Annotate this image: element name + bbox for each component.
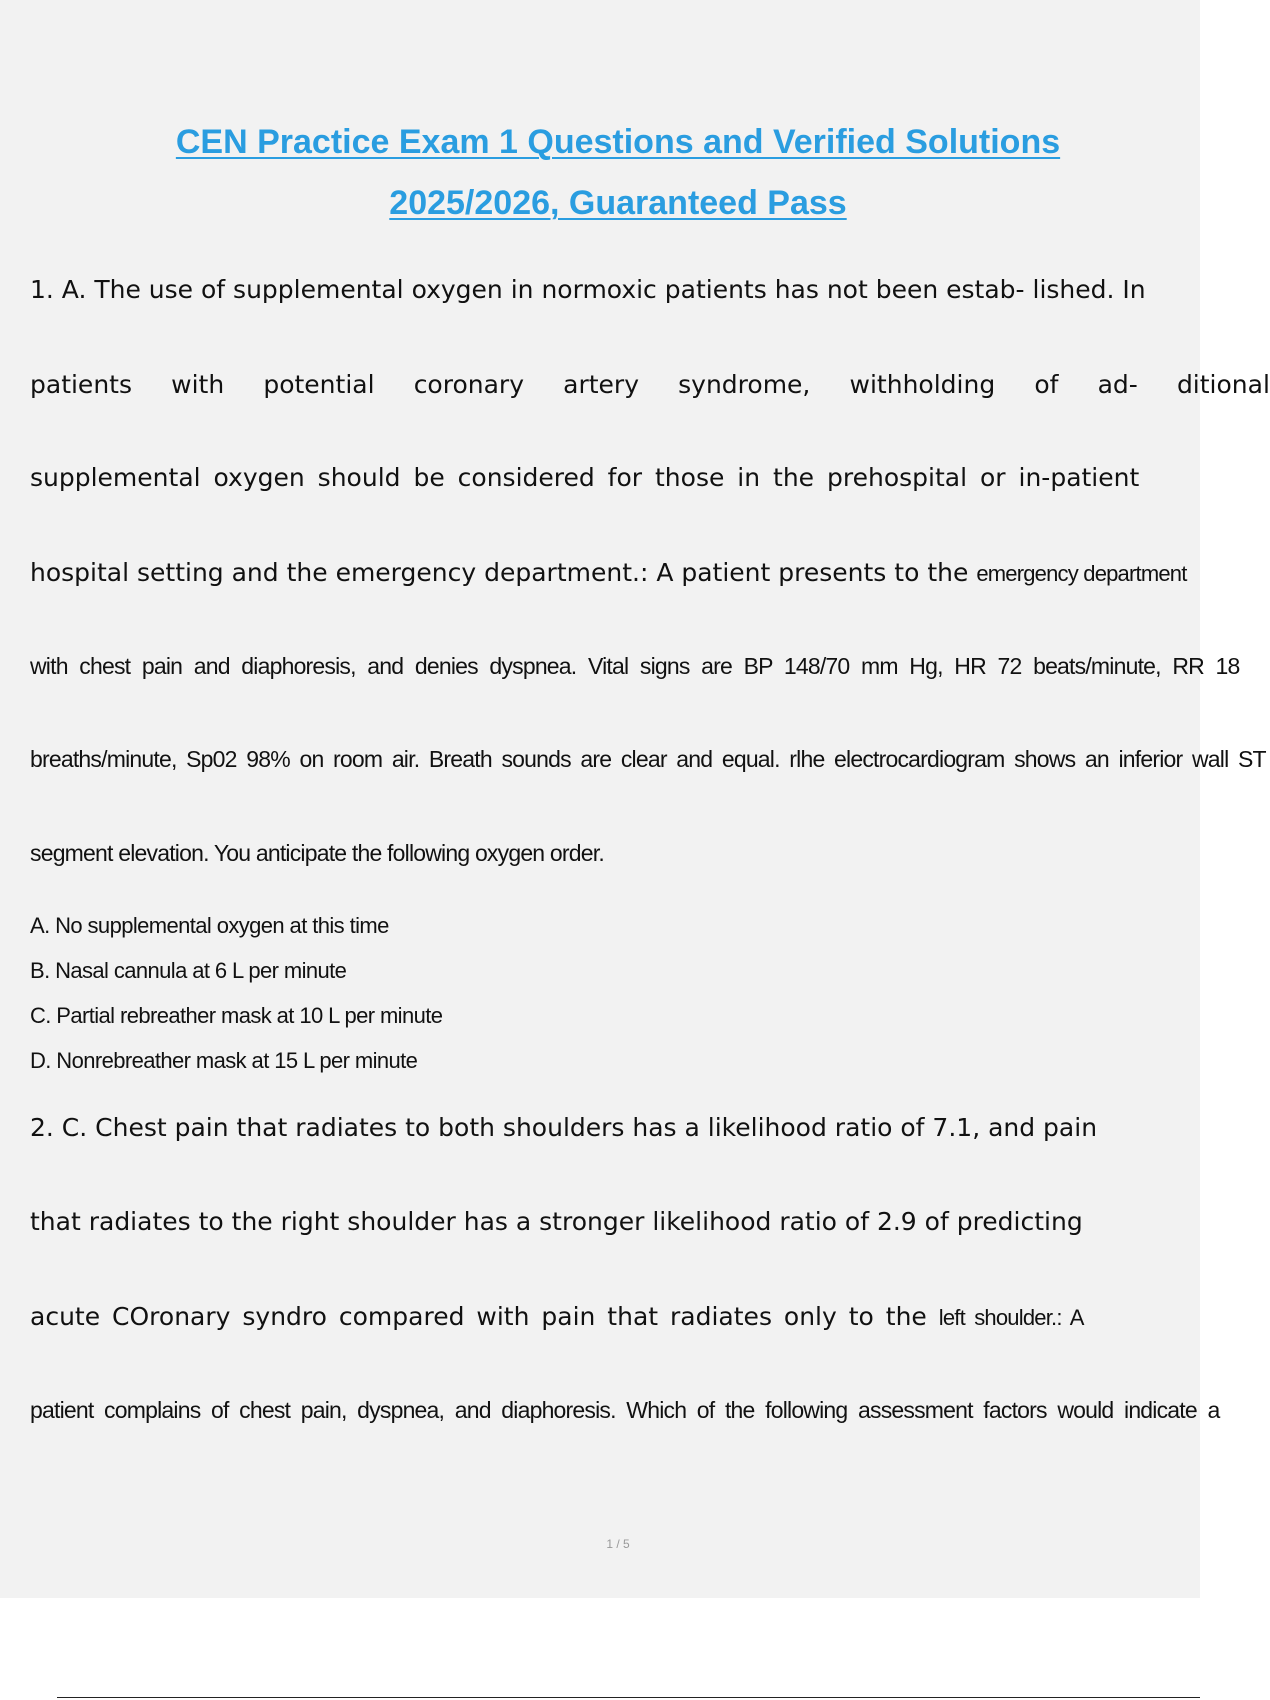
q1-line-4 — [30, 558, 1187, 587]
q1-line-2-word: withholding — [849, 370, 996, 399]
q2-line-4: patient complains of chest pain, dyspnea, and diaphoresis. Which of the following assessment factors would indicate a — [30, 1397, 1220, 1423]
q1-option-b: B. Nasal cannula at 6 L per minute — [30, 958, 347, 983]
q1-line-2-word: coronary — [413, 370, 524, 399]
q1-line-3: supplemental oxygen should be considered for those in the prehospital or in-patient — [30, 463, 1140, 492]
title-line-2: 2025/2026, Guaranteed Pass — [389, 184, 847, 222]
q1-option-c: C. Partial rebreather mask at 10 L per minute — [30, 1003, 443, 1028]
q1-line-2-word: ditional — [1176, 370, 1270, 399]
q1-line-7: segment elevation. You anticipate the following oxygen order. — [30, 840, 604, 866]
q2-line-3-main: acute COronary syndro compared with pain that radiates only to the — [30, 1302, 927, 1331]
q2-line-3 — [30, 1302, 1084, 1331]
q1-line-2-word: of — [1034, 370, 1059, 399]
q1-line-2-word: artery — [563, 370, 639, 399]
q1-option-a: A. No supplemental oxygen at this time — [30, 913, 389, 938]
q1-line-4-main: hospital setting and the emergency department.: A patient presents to the — [30, 558, 969, 587]
q1-line-2 — [30, 370, 1270, 399]
q1-line-2-word: ad- — [1097, 370, 1138, 399]
q2-line-2: that radiates to the right shoulder has a stronger likelihood ratio of 2.9 of predicting — [30, 1207, 1083, 1236]
q1-line-1: 1. A. The use of supplemental oxygen in normoxic patients has not been estab- lished. In — [30, 275, 1146, 304]
page-separator-line — [57, 1697, 1200, 1698]
q2-line-3-narrow: left shoulder.: A — [938, 1305, 1084, 1330]
title-line-1: CEN Practice Exam 1 Questions and Verified Solutions — [175, 123, 1061, 161]
page-number: 1 / 5 — [606, 1537, 630, 1551]
q1-option-d: D. Nonrebreather mask at 15 L per minute — [30, 1048, 418, 1073]
q2-line-1: 2. C. Chest pain that radiates to both shoulders has a likelihood ratio of 7.1, and pain — [30, 1113, 1098, 1142]
q1-line-6: breaths/minute, Sp02 98% on room air. Breath sounds are clear and equal. rlhe electrocardiogram shows an inferior wall ST — [30, 746, 1266, 772]
q1-line-4-narrow: emergency department — [976, 561, 1187, 586]
q1-line-5: with chest pain and diaphoresis, and denies dyspnea. Vital signs are BP 148/70 mm Hg, HR 72 beats/minute, RR 18 — [30, 653, 1240, 679]
q1-line-2-word: potential — [263, 370, 375, 399]
q1-line-2-word: with — [171, 370, 225, 399]
document-title — [0, 112, 1236, 234]
q1-line-2-word: patients — [30, 370, 132, 399]
q1-line-2-word: syndrome, — [678, 370, 811, 399]
